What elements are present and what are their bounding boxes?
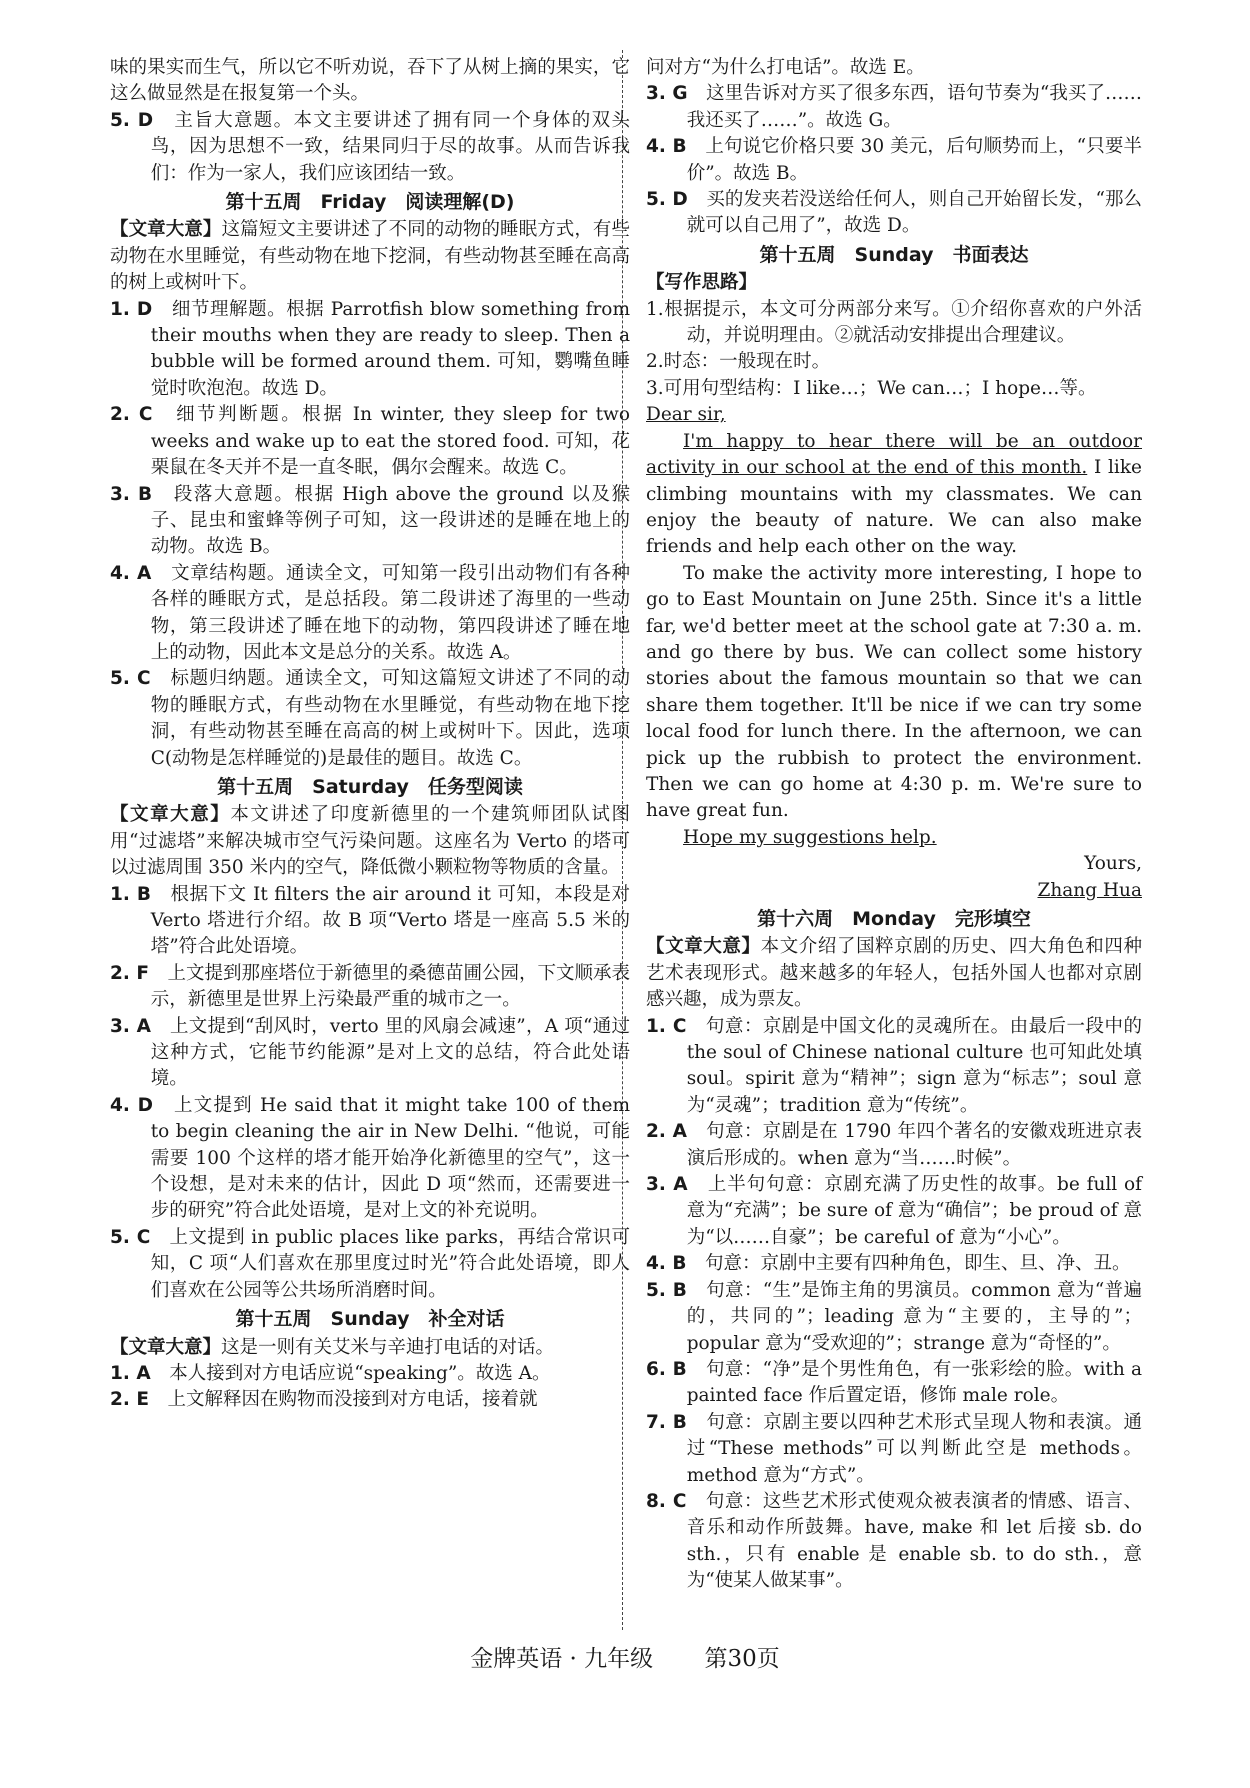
answer-item [646,187,1142,240]
item-label: 4. B [646,136,687,158]
answer-item [110,882,630,961]
answer-item [110,1387,630,1413]
item-text: 本文介绍了国粹京剧的历史、四大角色和四种艺术表现形式。越来越多的年轻人，包括外国人也都对京剧感兴趣，成为票友。 [646,936,1142,1011]
answer-item [110,666,630,772]
answer-item [110,1093,630,1225]
answer-item [110,1225,630,1304]
item-text: 段落大意题。根据 High above the ground 以及猴子、昆虫和蜜蜂等例子可知，这一段讲述的是睡在地上的动物。故选 B。 [150,483,630,558]
item-label: 5. C [110,668,151,690]
item-text: 句意：京剧是中国文化的灵魂所在。由最后一段中的 the soul of Chinese national culture 也可知此处填 soul。spirit 意为“精神”；sign 意为“标志”；soul 意为“灵魂”；tradition 意为“传统”。 [686,1015,1142,1116]
item-text: 可用句型结构：I like…；We can…；I hope…等。 [663,377,1097,399]
item-text: 2. [646,351,664,373]
answer-item [646,1278,1142,1357]
item-text: 文章结构题。通读全文，可知第一段引出动物们有各种各样的睡眠方式，是总括段。第二段讲述了海里的一些动物，第三段讲述了睡在地下的动物，第四段讲述了睡在地上的动物，因此本文是总分的关系。故选 A。 [150,562,630,663]
left-column [110,55,630,1414]
item-text: 句意：京剧主要以四种艺术形式呈现人物和表演。通过“These methods”可以判断此空是 methods。method 意为“方式”。 [686,1411,1142,1486]
writing-tip [646,297,1142,350]
article-summary [110,1335,630,1361]
section-title-monday: 第十六周 Monday 完形填空 [757,908,1031,930]
essay-signature: Zhang Hua [1037,879,1142,901]
item-label: 2. C [110,404,153,426]
item-text: 句意：“净”是个男性角色，有一张彩绘的脸。with a painted face 作后置定语，修饰 male role。 [686,1358,1142,1407]
item-label: 8. C [646,1490,687,1512]
answer-item [646,134,1142,187]
item-text: 句意：这些艺术形式使观众被表演者的情感、语言、音乐和动作所鼓舞。have, make 和 let 后接 sb. do sth.，只有 enable 是 enable sb. to do sth.，意为“使某人做某事”。 [686,1490,1142,1592]
item-text: 上文解释因在购物而没接到对方电话，接着就 [167,1389,538,1411]
article-summary [110,217,630,296]
continued-text: 味的果实而生气，所以它不听劝说，吞下了从树上摘的果实，它这么做显然是在报复第一个头。 [110,57,630,105]
item-text: 上文提到“刮风时，verto 里的风扇会减速”，A 项“通过这种方式，它能节约能源”是对上文的总结，符合此处语境。 [150,1015,630,1090]
answer-item [646,1014,1142,1120]
item-label: 【文章大意】 [110,219,222,241]
item-label: 3. B [110,483,153,505]
item-label: 5. C [110,1226,151,1248]
section-title-friday: 第十五周 Friday 阅读理解(D) [225,191,515,214]
item-label: 5. D [646,189,688,211]
essay-paragraph: Hope my suggestions help. [683,826,937,848]
item-label: 5. D [110,109,154,131]
answer-item [110,402,630,481]
section-title-saturday: 第十五周 Saturday 任务型阅读 [217,775,523,798]
item-text: 上文提到 in public places like parks，再结合常识可知，C 项“人们喜欢在那里度过时光”符合此处语境，即人们喜欢在公园等公共场所消磨时间。 [150,1226,630,1301]
item-text: 根据下文 It filters the air around it 可知，本段是对 Verto 塔进行介绍。故 B 项“Verto 塔是一座高 5.5 米的塔”符合此处语境。 [150,883,630,958]
continued-text: 问对方“为什么打电话”。故选 E。 [646,57,925,78]
item-text: 句意：京剧中主要有四种角色，即生、旦、净、丑。 [704,1253,1131,1275]
answer-item [646,1251,1142,1277]
answer-item [646,81,1142,134]
item-text: 本人接到对方电话应说“speaking”。故选 A。 [169,1362,551,1384]
answer-item [110,108,630,187]
answer-item [646,1357,1142,1410]
item-text: 3. [646,377,664,399]
page-number: 第30页 [704,1646,780,1672]
item-text: 1. [646,298,664,320]
item-label: 7. B [646,1411,687,1433]
answer-item [110,1014,630,1093]
item-text: 细节理解题。根据 Parrotfish blow something from their mouths when they are ready to sleep. Then a bubble will be formed around them. 可知，鹦嘴鱼睡觉时吹泡泡。故选 D。 [150,298,630,399]
item-label: 【文章大意】 [110,804,231,826]
essay-salutation: Dear sir, [646,404,726,426]
writing-thinking-heading: 【写作思路】 [646,272,758,294]
answer-item [110,297,630,403]
book-title: 金牌英语 · 九年级 [470,1646,654,1672]
writing-tip [646,349,1142,375]
right-column [646,55,1142,1595]
item-text: 句意：“生”是饰主角的男演员。common 意为“普遍的，共同的”；leading 意为“主要的，主导的”；popular 意为“受欢迎的”；strange 意为“奇怪的”。 [686,1279,1142,1354]
item-label: 1. B [110,883,151,905]
item-text: 主旨大意题。本文主要讲述了拥有同一个身体的双头鸟，因为思想不一致，结果同归于尽的故事。从而告诉我们：作为一家人，我们应该团结一致。 [150,109,630,184]
item-label: 4. A [110,562,152,584]
item-label: 1. C [646,1015,687,1037]
item-label: 2. E [110,1389,149,1411]
essay-paragraph: I'm happy to hear there will be an outdoor activity in our school at the end of this month. I like climbing mountains with my classmates. We can enjoy the beauty of nature. We can also make friends and help each other on the way. [646,430,1142,558]
item-text: 标题归纳题。通读全文，可知这篇短文讲述了不同的动物的睡眠方式，有些动物在水里睡觉，有些动物在地下挖洞，有些动物甚至睡在高高的树上或树叶下。因此，选项 C(动物是怎样睡觉的)是最佳的题目。故选 C。 [150,668,630,769]
item-label: 2. A [646,1121,687,1143]
item-text: 这里告诉对方买了很多东西，语句节奏为“我买了……我还买了……”。故选 G。 [686,83,1142,131]
item-label: 2. F [110,962,149,984]
section-title-sunday-writing: 第十五周 Sunday 书面表达 [759,243,1029,266]
item-label: 【文章大意】 [646,936,761,958]
item-text: 根据提示，本文可分两部分来写。①介绍你喜欢的户外活动，并说明理由。②就活动安排提出合理建议。 [663,298,1142,347]
item-text: 本文讲述了印度新德里的一个建筑师团队试图用“过滤塔”来解决城市空气污染问题。这座名为 Verto 的塔可以过滤周围 350 米内的空气，降低微小颗粒物等物质的含量。 [110,804,630,879]
answer-item [646,1119,1142,1172]
essay-paragraph: To make the activity more interesting, I hope to go to East Mountain on June 25th. Since it's a little far, we'd better meet at the school gate at 7:30 a. m. and go there by bus. We can collect some history stories about the famous mountain so that we can share them together. It'll be nice if we can try some local food for lunch there. In the afternoon, we can pick up the rubbish to protect the environment. Then we can go home at 4:30 p. m. We're sure to have great fun. [646,562,1142,822]
page-footer [0,1640,1250,1673]
answer-item [646,1410,1142,1489]
answer-item [646,1172,1142,1251]
item-label: 3. A [646,1174,688,1196]
essay-closing: Yours, [1084,853,1142,875]
section-title-sunday-dialog: 第十五周 Sunday 补全对话 [235,1308,505,1331]
item-label: 4. B [646,1253,687,1275]
answer-item [646,1489,1142,1595]
item-text: 细节判断题。根据 In winter, they sleep for two weeks and wake up to eat the stored food. 可知，花栗鼠在冬天并不是一直冬眠，偶尔会醒来。故选 C。 [150,404,630,479]
item-label: 1. A [110,1362,151,1384]
item-text: 这是一则有关艾米与辛迪打电话的对话。 [221,1336,555,1358]
item-text: 句意：京剧是在 1790 年四个著名的安徽戏班进京表演后形成的。when 意为“当……时候”。 [686,1121,1142,1169]
answer-item [110,561,630,667]
item-text: 这篇短文主要讲述了不同的动物的睡眠方式，有些动物在水里睡觉，有些动物在地下挖洞，有些动物甚至睡在高高的树上或树叶下。 [110,219,630,294]
item-label: 【文章大意】 [110,1336,222,1358]
item-label: 6. B [646,1358,687,1380]
item-text: 上文提到那座塔位于新德里的桑德苗圃公园，下文顺承表示，新德里是世界上污染最严重的城市之一。 [150,962,631,1011]
writing-tip [646,376,1142,402]
item-label: 5. B [646,1279,687,1301]
item-label: 4. D [110,1094,153,1116]
item-label: 3. A [110,1015,151,1037]
item-text: 上半句句意：京剧充满了历史性的故事。be full of 意为“充满”；be sure of 意为“确信”；be proud of 意为“以……自豪”；be careful of 意为“小心”。 [686,1174,1142,1248]
model-essay [646,402,1142,904]
answer-item [110,1361,630,1387]
item-label: 1. D [110,298,153,320]
answer-item [110,482,630,561]
item-label: 3. G [646,83,688,105]
item-text: 时态：一般现在时。 [663,351,831,373]
article-summary [646,934,1142,1013]
item-text: 上句说它价格只要 30 美元，后句顺势而上，“只要半价”。故选 B。 [686,136,1142,184]
item-text: 上文提到 He said that it might take 100 of them to begin cleaning the air in New Delhi. “他说，可能需要 100 个这样的塔才能开始净化新德里的空气”，这一个设想，是对未来的估计，因此 D 项“然而，还需要进一步的研究”符合此处语境，是对上文的补充说明。 [150,1094,630,1222]
answer-item [110,961,630,1014]
item-text: 买的发夹若没送给任何人，则自己开始留长发，“那么就可以自己用了”，故选 D。 [686,189,1142,237]
article-summary [110,802,630,881]
